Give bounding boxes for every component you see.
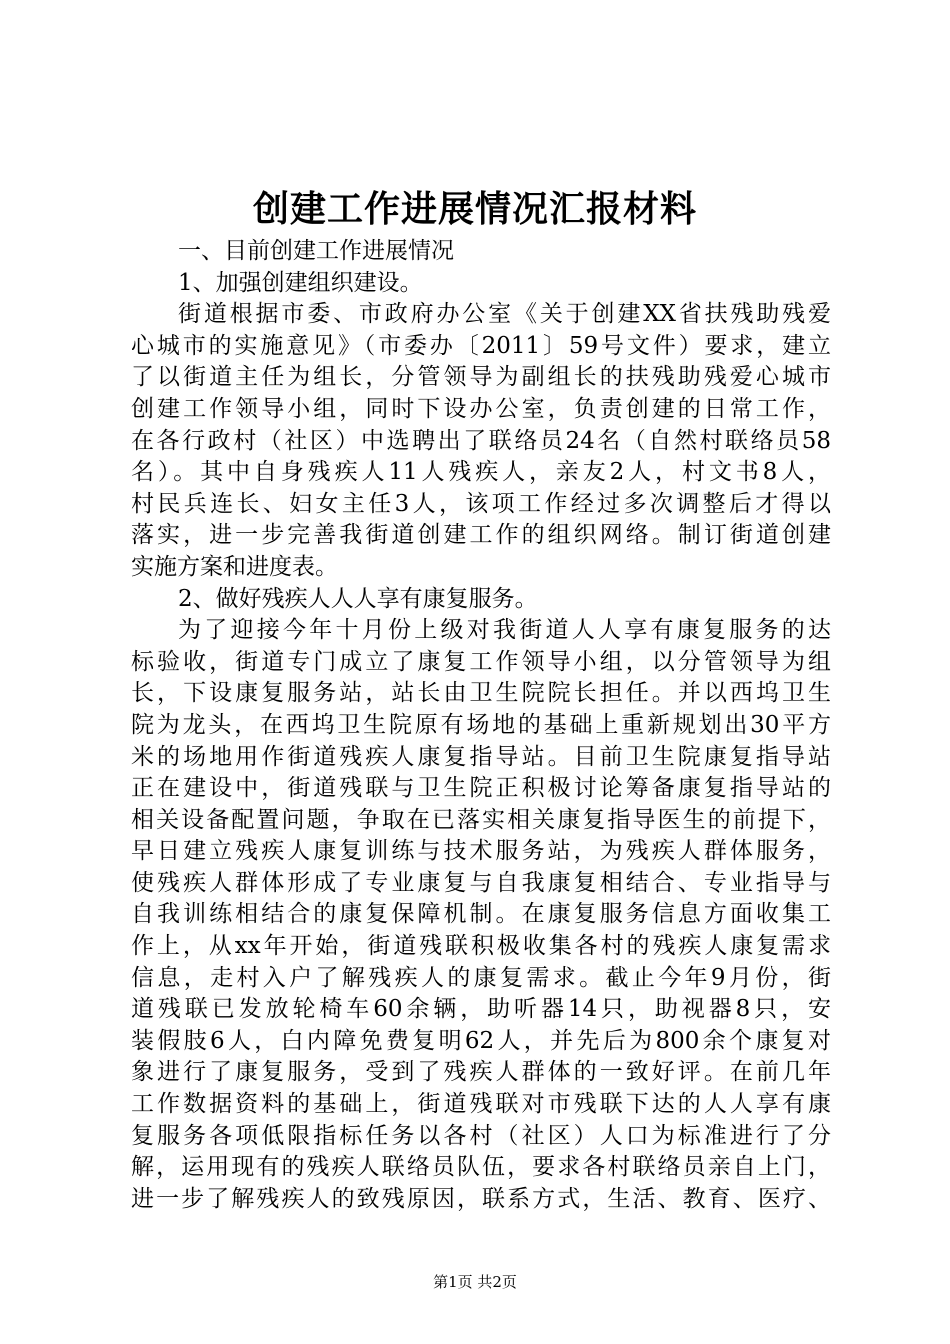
paragraph-line: 相关设备配置问题，争取在已落实相关康复指导医生的前提下， (131, 806, 831, 833)
document-body (131, 236, 831, 1215)
paragraph-line: 了以街道主任为组长，分管领导为副组长的扶残助残爱心城市 (131, 364, 831, 391)
paragraph-line: 使残疾人群体形成了专业康复与自我康复相结合、专业指导与 (131, 869, 831, 896)
document-title: 创建工作进展情况汇报材料 (252, 188, 697, 230)
subsection-heading: 2、做好残疾人人人享有康复服务。 (178, 585, 538, 612)
paragraph-line: 作上，从xx年开始，街道残联积极收集各村的残疾人康复需求 (131, 933, 831, 960)
paragraph-line: 道残联已发放轮椅车60余辆，助听器14只，助视器8只，安 (131, 996, 831, 1023)
paragraph-line: 正在建设中，街道残联与卫生院正积极讨论筹备康复指导站的 (131, 775, 831, 802)
paragraph-line: 在各行政村（社区）中选聘出了联络员24名（自然村联络员58 (131, 427, 831, 454)
paragraph-line: 信息，走村入户了解残疾人的康复需求。截止今年9月份，街 (131, 964, 831, 991)
paragraph-line: 村民兵连长、妇女主任3人，该项工作经过多次调整后才得以 (131, 490, 831, 517)
paragraph-line: 为了迎接今年十月份上级对我街道人人享有康复服务的达 (178, 617, 831, 644)
paragraph-line: 象进行了康复服务，受到了残疾人群体的一致好评。在前几年 (131, 1059, 831, 1086)
paragraph-line: 长，下设康复服务站，站长由卫生院院长担任。并以西坞卫生 (131, 680, 831, 707)
paragraph-line: 解，运用现有的残疾人联络员队伍，要求各村联络员亲自上门， (131, 1154, 831, 1181)
paragraph-line: 心城市的实施意见》（市委办〔2011〕59号文件）要求，建立 (131, 332, 831, 359)
subsection-heading: 1、加强创建组织建设。 (178, 269, 423, 296)
page-footer: 第1页 共2页 (433, 1273, 517, 1291)
paragraph-line: 标验收，街道专门成立了康复工作领导小组，以分管领导为组 (131, 648, 831, 675)
paragraph-line: 街道根据市委、市政府办公室《关于创建XX省扶残助残爱 (178, 301, 831, 328)
paragraph-line: 实施方案和进度表。 (131, 553, 338, 580)
paragraph-line: 装假肢6人，白内障免费复明62人，并先后为800余个康复对 (131, 1027, 831, 1054)
section-heading: 一、目前创建工作进展情况 (178, 238, 454, 264)
paragraph-line: 进一步了解残疾人的致残原因，联系方式，生活、教育、医疗、 (131, 1185, 831, 1212)
paragraph-line: 米的场地用作街道残疾人康复指导站。目前卫生院康复指导站 (131, 743, 831, 770)
paragraph-line: 早日建立残疾人康复训练与技术服务站，为残疾人群体服务， (131, 838, 831, 865)
paragraph-line: 院为龙头，在西坞卫生院原有场地的基础上重新规划出30平方 (131, 711, 831, 738)
paragraph-line: 名）。其中自身残疾人11人残疾人，亲友2人，村文书8人， (131, 459, 831, 486)
paragraph-line: 创建工作领导小组，同时下设办公室，负责创建的日常工作， (131, 395, 831, 422)
paragraph-line: 落实，进一步完善我街道创建工作的组织网络。制订街道创建 (131, 522, 831, 549)
paragraph-line: 自我训练相结合的康复保障机制。在康复服务信息方面收集工 (131, 901, 831, 928)
paragraph-line: 工作数据资料的基础上，街道残联对市残联下达的人人享有康 (131, 1091, 831, 1118)
paragraph-line: 复服务各项低限指标任务以各村（社区）人口为标准进行了分 (131, 1122, 831, 1149)
